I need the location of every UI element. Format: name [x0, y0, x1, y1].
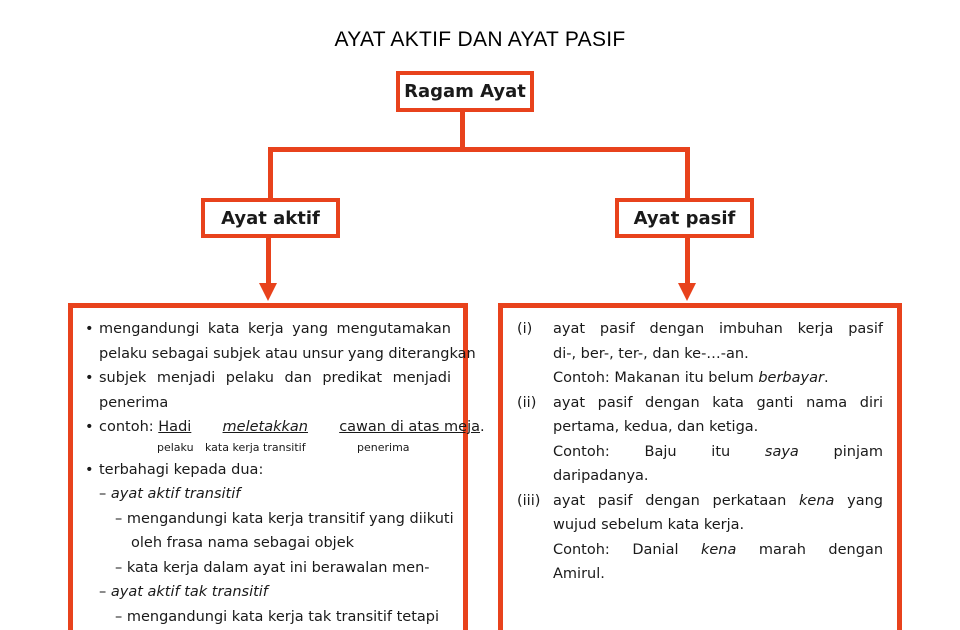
list-item-cont: daripadanya.	[553, 468, 649, 484]
list-item-cont: pelaku sebagai subjek atau unsur yang diterangkan	[99, 345, 476, 362]
list-item: (iii) ayat pasif dengan perkataan kena yang	[517, 492, 884, 509]
list-item: • subjek menjadi pelaku dan predikat menjadi	[85, 370, 451, 386]
list-item-cont: di-, ber-, ter-, dan ke-…-an.	[553, 345, 749, 362]
example-sentence: • contoh: Hadi meletakkan cawan di atas meja.	[85, 419, 485, 435]
sub-item: – mengandungi kata kerja tak transitif tetapi	[115, 608, 440, 625]
label-kata-kerja: kata kerja transitif	[205, 440, 306, 454]
example-object: cawan di atas meja	[339, 419, 481, 435]
list-item: • terbahagi kepada dua:	[85, 461, 264, 478]
ayat-aktif-panel	[68, 303, 485, 630]
ayat-aktif-label: Ayat aktif	[221, 207, 320, 229]
example-verb: meletakkan	[222, 419, 308, 435]
connector-left-down	[268, 147, 273, 202]
arrow-left-shaft	[266, 237, 271, 285]
connector-root-down	[460, 108, 465, 150]
example-subject: Hadi	[158, 419, 192, 435]
root-node-label: Ragam Ayat	[404, 81, 526, 102]
list-item-cont: Amirul.	[553, 566, 605, 582]
list-item-example: Contoh: Makanan itu belum berbayar.	[553, 370, 829, 386]
ayat-aktif-node	[201, 198, 340, 238]
list-item-cont: wujud sebelum kata kerja.	[553, 517, 745, 533]
example-labels	[85, 440, 451, 458]
list-item-example: Contoh: Danial kena marah dengan	[553, 541, 884, 558]
label-pelaku: pelaku	[157, 440, 194, 454]
list-item: • mengandungi kata kerja yang mengutamakan	[85, 321, 451, 337]
sub-item: – kata kerja dalam ayat ini berawalan men-	[115, 559, 430, 576]
ayat-pasif-label: Ayat pasif	[633, 207, 736, 229]
sub-heading: – ayat aktif transitif	[99, 486, 241, 502]
label-penerima: penerima	[357, 440, 410, 454]
root-node	[396, 71, 534, 112]
list-item: (ii) ayat pasif dengan kata ganti nama diri	[517, 394, 883, 411]
ayat-pasif-node	[615, 198, 754, 238]
list-item-example: Contoh: Baju itu saya pinjam	[553, 443, 883, 460]
arrow-left-head	[259, 283, 277, 301]
sub-item-cont: oleh frasa nama sebagai objek	[131, 535, 355, 551]
page-title: AYAT AKTIF DAN AYAT PASIF	[334, 28, 626, 51]
arrow-right-head	[678, 283, 696, 301]
sub-item: – mengandungi kata kerja transitif yang diikuti	[115, 510, 454, 527]
list-item-cont: pertama, kedua, dan ketiga.	[553, 419, 759, 435]
sub-heading: – ayat aktif tak transitif	[99, 584, 268, 600]
arrow-right-shaft	[685, 237, 690, 285]
list-item: (i) ayat pasif dengan imbuhan kerja pasif	[517, 321, 883, 337]
connector-horizontal	[268, 147, 690, 152]
ayat-pasif-panel	[498, 303, 902, 630]
list-item-cont: penerima	[99, 394, 169, 411]
connector-right-down	[685, 147, 690, 202]
